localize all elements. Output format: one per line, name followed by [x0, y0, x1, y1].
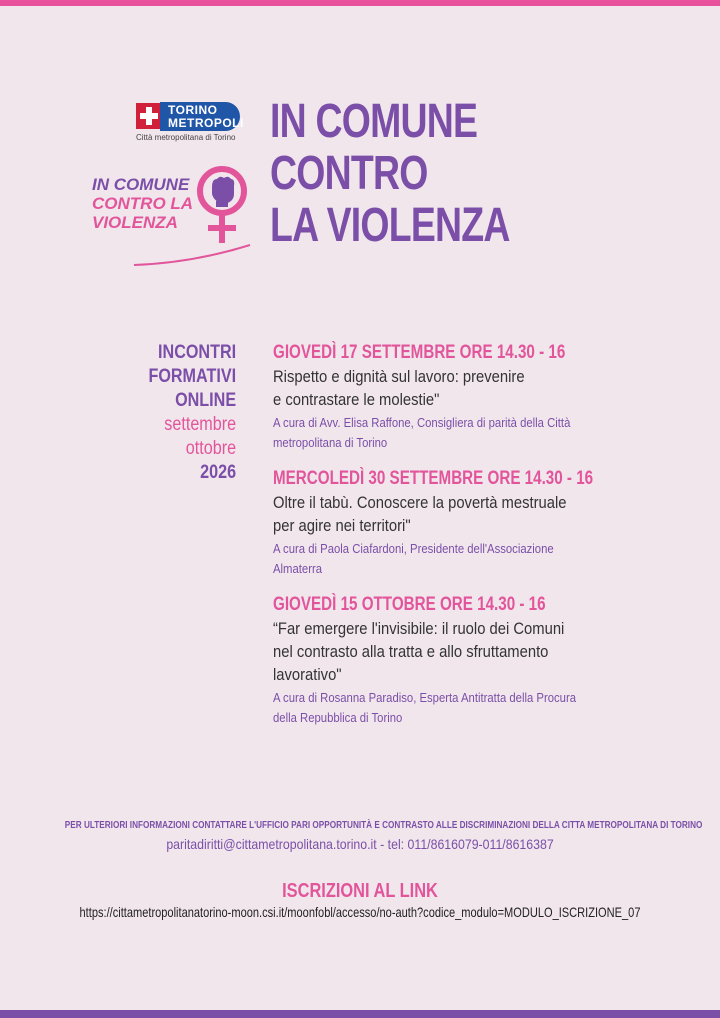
side-year: 2026: [200, 462, 236, 483]
campaign-line2: CONTRO LA: [92, 194, 194, 213]
side-line1: INCONTRI: [157, 342, 236, 363]
event-speaker: A cura di Avv. Elisa Raffone, Consigliera di parità della Città metropolitana di Torino: [273, 415, 571, 450]
registration-link[interactable]: https://cittametropolitanatorino-moon.csi.it/moonfobl/accesso/no-auth?codice_modulo=MODULO_ISCRIZIONE_07: [79, 904, 641, 920]
venus-fist-icon: [194, 165, 250, 249]
page-title: [270, 96, 510, 252]
event-datetime: MERCOLEDÌ 30 SETTEMBRE ORE 14.30 - 16: [273, 468, 594, 489]
campaign-swoosh-icon: [132, 243, 252, 267]
event-title: Rispetto e dignità sul lavoro: prevenire e contrastare le molestie": [273, 367, 525, 409]
contact-info[interactable]: paritadiritti@cittametropolitana.torino.it - tel: 011/8616079-011/8616387: [166, 836, 554, 852]
logo-brand-pill: [160, 102, 244, 131]
title-line2: CONTRO: [270, 147, 428, 200]
campaign-logo: [92, 165, 252, 270]
event-list: [273, 341, 703, 742]
side-line5: ottobre: [185, 438, 236, 459]
campaign-logo-text: [92, 175, 193, 232]
campaign-line1: IN COMUNE: [92, 175, 190, 194]
torino-flag-icon: [136, 103, 162, 129]
title-line1: IN COMUNE: [270, 95, 478, 148]
event-speaker: A cura di Paola Ciafardoni, Presidente dell'Associazione Almaterra: [273, 541, 554, 576]
bottom-accent-bar: [0, 1010, 720, 1018]
logo-brand-line2: METROPOLI: [168, 116, 244, 130]
event-datetime: GIOVEDÌ 15 OTTOBRE ORE 14.30 - 16: [273, 594, 546, 615]
side-line3: ONLINE: [174, 390, 236, 411]
side-heading: [133, 341, 236, 485]
top-accent-bar: [0, 0, 720, 6]
registration-heading: ISCRIZIONI AL LINK: [282, 880, 438, 902]
title-line3: LA VIOLENZA: [270, 199, 510, 252]
logo-subtitle: Città metropolitana di Torino: [136, 133, 236, 142]
event-title: Oltre il tabù. Conoscere la povertà mestruale per agire nei territori": [273, 493, 567, 535]
side-line2: FORMATIVI: [148, 366, 236, 387]
logo-brand-line1: TORINO: [168, 103, 218, 117]
torino-metropoli-logo: [136, 101, 244, 142]
event-item: [273, 467, 703, 579]
event-speaker: A cura di Rosanna Paradiso, Esperta Antitratta della Procura della Repubblica di Torino: [273, 690, 577, 725]
event-item: [273, 593, 703, 728]
event-title: “Far emergere l'invisibile: il ruolo dei Comuni nel contrasto alla tratta e allo sfruttamento lavorativo": [273, 619, 565, 684]
info-notice: PER ULTERIORI INFORMAZIONI CONTATTARE L'UFFICIO PARI OPPORTUNITÀ E CONTRASTO ALLE DISCRIMINAZIONI DELLA CITTA METROPOLITANA DI TORINO: [64, 820, 703, 831]
campaign-line3: VIOLENZA: [92, 213, 178, 232]
side-line4: settembre: [164, 414, 236, 435]
event-item: [273, 341, 703, 453]
event-datetime: GIOVEDÌ 17 SETTEMBRE ORE 14.30 - 16: [273, 342, 566, 363]
